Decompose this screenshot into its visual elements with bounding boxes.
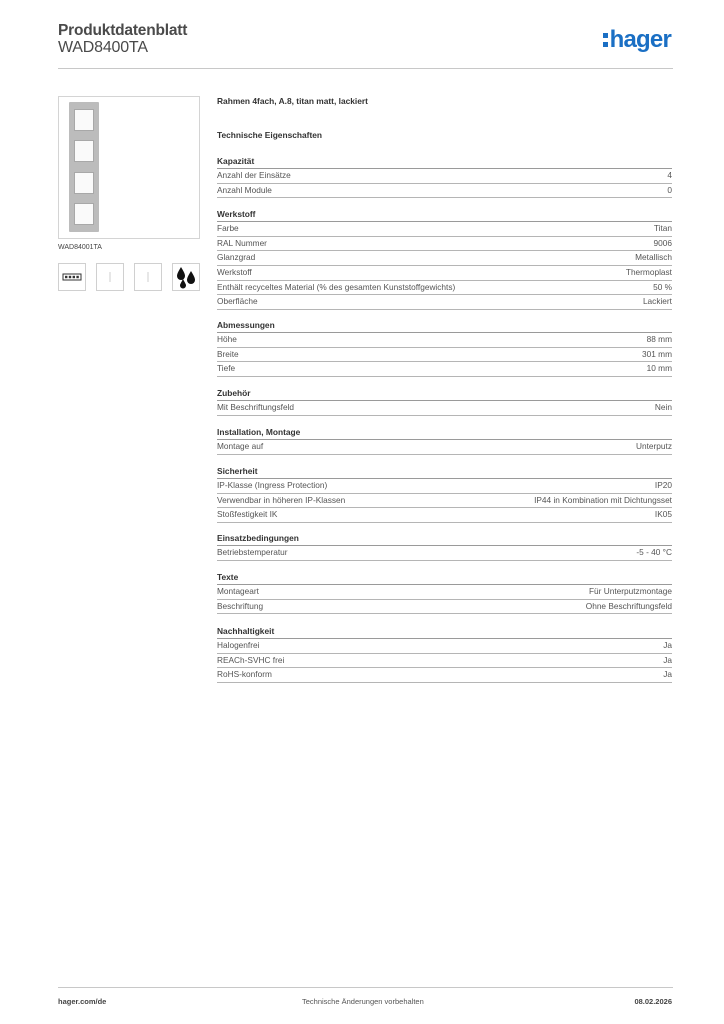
spec-section: [217, 466, 672, 523]
spec-label: Betriebstemperatur: [217, 547, 288, 557]
footer-divider: [58, 987, 673, 988]
spec-row: [217, 508, 672, 523]
spec-row: [217, 222, 672, 237]
hager-logo: [603, 26, 671, 54]
spec-row: [217, 266, 672, 281]
spec-section: [217, 533, 672, 561]
tech-heading: Technische Eigenschaften: [217, 130, 323, 140]
spec-row: [217, 333, 672, 348]
spec-row: [217, 295, 672, 310]
spec-value: 88 mm: [646, 334, 672, 344]
spec-label: Beschriftung: [217, 600, 264, 611]
spec-row: [217, 585, 672, 600]
spec-label: Werkstoff: [217, 267, 252, 278]
header-divider: [58, 68, 673, 69]
vertical-mount-icon: [96, 263, 124, 291]
spec-value: Nein: [654, 402, 672, 412]
module-strip-icon: [58, 263, 86, 291]
spec-label: Breite: [217, 348, 239, 359]
spec-label: Montageart: [217, 586, 259, 596]
page-header: [58, 20, 673, 70]
spec-value: 4: [667, 170, 672, 180]
spec-section: [217, 320, 672, 377]
spec-row: [217, 546, 672, 561]
spec-label: Stoßfestigkeit IK: [217, 509, 278, 520]
section-title: Sicherheit: [217, 466, 672, 479]
spec-row: [217, 281, 672, 296]
spec-label: Verwendbar in höheren IP-Klassen: [217, 494, 346, 505]
section-title: Installation, Montage: [217, 427, 672, 440]
spec-value: 9006: [653, 237, 672, 248]
spec-label: Anzahl der Einsätze: [217, 170, 291, 180]
spec-value: Thermoplast: [625, 267, 672, 278]
spec-row: [217, 184, 672, 199]
spec-label: RAL Nummer: [217, 237, 267, 248]
spec-row: [217, 348, 672, 363]
spec-label: REACh-SVHC frei: [217, 654, 285, 665]
spec-row: [217, 479, 672, 494]
spec-value: Lackiert: [642, 296, 672, 307]
spec-label: IP-Klasse (Ingress Protection): [217, 480, 328, 490]
spec-row: [217, 237, 672, 252]
spec-label: Oberfläche: [217, 296, 258, 307]
spec-value: -5 - 40 °C: [636, 547, 672, 557]
spec-row: [217, 668, 672, 683]
footer-notice: Technische Änderungen vorbehalten: [302, 997, 424, 1006]
frame-opening: [74, 140, 94, 162]
spec-label: Mit Beschriftungsfeld: [217, 402, 295, 412]
spec-section: [217, 388, 672, 416]
spec-value: 50 %: [653, 281, 672, 292]
spec-row: [217, 639, 672, 654]
section-title: Nachhaltigkeit: [217, 626, 672, 639]
spec-row: [217, 654, 672, 669]
spec-label: Montage auf: [217, 441, 264, 451]
spec-value: Metallisch: [635, 252, 672, 263]
spec-row: [217, 401, 672, 416]
spec-label: RoHS-konform: [217, 669, 272, 680]
spec-value: 10 mm: [646, 363, 672, 374]
image-caption: WAD84001TA: [58, 244, 102, 251]
spec-value: 301 mm: [642, 348, 672, 359]
spec-section: [217, 209, 672, 310]
spec-value: Unterputz: [636, 441, 672, 451]
section-title: Einsatzbedingungen: [217, 533, 672, 546]
spec-value: Titan: [653, 223, 672, 233]
spec-label: Anzahl Module: [217, 184, 272, 195]
spec-section: [217, 427, 672, 455]
spec-row: [217, 600, 672, 615]
spec-value: IP44 in Kombination mit Dichtungsset: [534, 494, 672, 505]
page-title: Produktdatenblatt: [58, 22, 188, 39]
logo-colon-icon: [603, 29, 608, 49]
logo-text: hager: [609, 26, 671, 53]
frame-4fach-image: [69, 102, 99, 232]
water-drops-icon: [172, 263, 200, 291]
spec-section: [217, 626, 672, 683]
spec-row: [217, 362, 672, 377]
section-title: Zubehör: [217, 388, 672, 401]
section-title: Werkstoff: [217, 209, 672, 222]
vertical-mount-alt-icon: [134, 263, 162, 291]
spec-label: Höhe: [217, 334, 237, 344]
spec-section: [217, 572, 672, 614]
spec-value: 0: [667, 184, 672, 195]
spec-value: Ja: [663, 669, 672, 680]
product-image: [58, 96, 200, 239]
spec-value: Ja: [663, 640, 672, 650]
spec-label: Farbe: [217, 223, 239, 233]
spec-value: Für Unterputzmontage: [588, 586, 672, 596]
spec-value: IP20: [654, 480, 672, 490]
section-title: Kapazität: [217, 156, 672, 169]
spec-label: Enthält recyceltes Material (% des gesamten Kunststoffgewichts): [217, 281, 456, 292]
spec-row: [217, 169, 672, 184]
section-title: Abmessungen: [217, 320, 672, 333]
spec-value: Ja: [663, 654, 672, 665]
spec-row: [217, 494, 672, 509]
spec-row: [217, 440, 672, 455]
spec-label: Halogenfrei: [217, 640, 260, 650]
spec-section: [217, 156, 672, 198]
frame-opening: [74, 203, 94, 225]
section-title: Texte: [217, 572, 672, 585]
product-id: WAD8400TA: [58, 39, 148, 56]
footer-date: 08.02.2026: [634, 997, 672, 1006]
spec-label: Tiefe: [217, 363, 236, 374]
spec-label: Glanzgrad: [217, 252, 256, 263]
frame-opening: [74, 109, 94, 131]
spec-value: Ohne Beschriftungsfeld: [585, 600, 672, 611]
frame-opening: [74, 172, 94, 194]
spec-value: IK05: [654, 509, 672, 520]
footer-website: hager.com/de: [58, 997, 107, 1006]
product-description: Rahmen 4fach, A.8, titan matt, lackiert: [217, 96, 368, 106]
spec-row: [217, 251, 672, 266]
